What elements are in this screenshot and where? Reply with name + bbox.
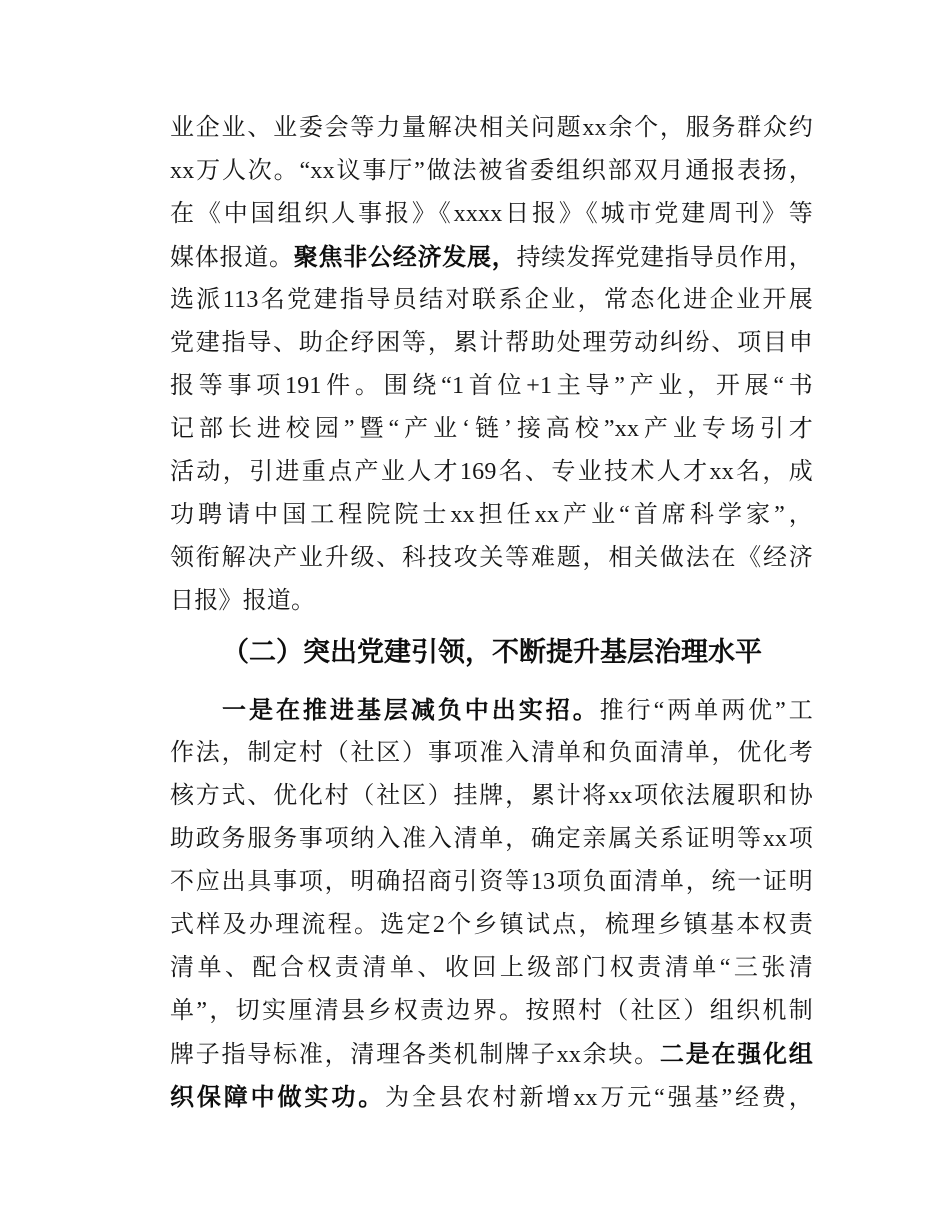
body-text: 记部长进校园”暨“产业‘链’接高校”xx产业专场引才 — [170, 416, 813, 442]
body-text: 报等事项191件。围绕“1首位+1主导”产业，开展“书 — [170, 373, 813, 399]
body-text: 推行“两单两优”工 — [599, 698, 813, 724]
body-text: 领衔解决产业升级、科技攻关等难题，相关做法在《经济 — [170, 545, 813, 571]
body-text: 助政务服务事项纳入准入清单，确定亲属关系证明等xx项 — [170, 826, 813, 852]
text-line — [170, 818, 813, 861]
body-text: 媒体报道。 — [170, 245, 294, 271]
text-line — [170, 494, 813, 537]
text-line — [170, 990, 813, 1033]
document-text-block — [170, 107, 813, 1119]
text-line — [170, 365, 813, 408]
body-text: 党建指导、助企纾困等，累计帮助处理劳动纠纷、项目申 — [170, 330, 813, 356]
text-line — [170, 408, 813, 451]
body-text: 为全县农村新增xx万元“强基”经费， — [385, 1085, 814, 1111]
text-line — [170, 947, 813, 990]
text-line — [170, 1076, 813, 1119]
body-text: 日报》报道。 — [170, 588, 316, 614]
text-line — [170, 904, 813, 947]
text-line — [170, 732, 813, 775]
body-text: 式样及办理流程。选定2个乡镇试点，梳理乡镇基本权责 — [170, 912, 813, 938]
body-text: 功聘请中国工程院院士xx担任xx产业“首席科学家”， — [170, 502, 813, 528]
body-text: 不应出具事项，明确招商引资等13项负面清单，统一证明 — [170, 869, 813, 895]
text-line — [170, 150, 813, 193]
text-line — [170, 775, 813, 818]
body-text: 牌子指导标准，清理各类机制牌子xx余块。 — [170, 1042, 660, 1068]
body-text: 单”，切实厘清县乡权责边界。按照村（社区）组织机制 — [170, 998, 813, 1024]
bold-text: 聚焦非公经济发展， — [293, 244, 517, 271]
body-text: 在《中国组织人事报》《xxxx日报》《城市党建周刊》等 — [170, 201, 813, 227]
section-heading — [170, 631, 813, 674]
text-line — [170, 279, 813, 322]
text-line — [170, 236, 813, 279]
body-text: xx万人次。“xx议事厅”做法被省委组织部双月通报表扬， — [170, 158, 813, 184]
body-text: 选派113名党建指导员结对联系企业，常态化进企业开展 — [170, 287, 813, 313]
body-text: 活动，引进重点产业人才169名、专业技术人才xx名，成 — [170, 459, 813, 485]
body-text: 持续发挥党建指导员作用， — [516, 245, 813, 271]
body-text: 清单、配合权责清单、收回上级部门权责清单“三张清 — [170, 955, 813, 981]
body-text: 作法，制定村（社区）事项准入清单和负面清单，优化考 — [170, 740, 813, 766]
bold-text: 二是在强化组 — [659, 1041, 813, 1068]
text-line — [170, 1033, 813, 1076]
section-heading-text: （二）突出党建引领，不断提升基层治理水平 — [222, 637, 762, 667]
text-line — [170, 322, 813, 365]
text-line — [170, 689, 813, 732]
text-line — [170, 861, 813, 904]
body-text: 业企业、业委会等力量解决相关问题xx余个，服务群众约 — [170, 115, 813, 141]
text-line — [170, 107, 813, 150]
bold-text: 织保障中做实功。 — [170, 1084, 386, 1111]
text-line — [170, 580, 813, 623]
bold-text: 一是在推进基层减负中出实招。 — [222, 697, 600, 724]
text-line — [170, 193, 813, 236]
text-line — [170, 537, 813, 580]
body-text: 核方式、优化村（社区）挂牌，累计将xx项依法履职和协 — [170, 783, 813, 809]
text-line — [170, 451, 813, 494]
